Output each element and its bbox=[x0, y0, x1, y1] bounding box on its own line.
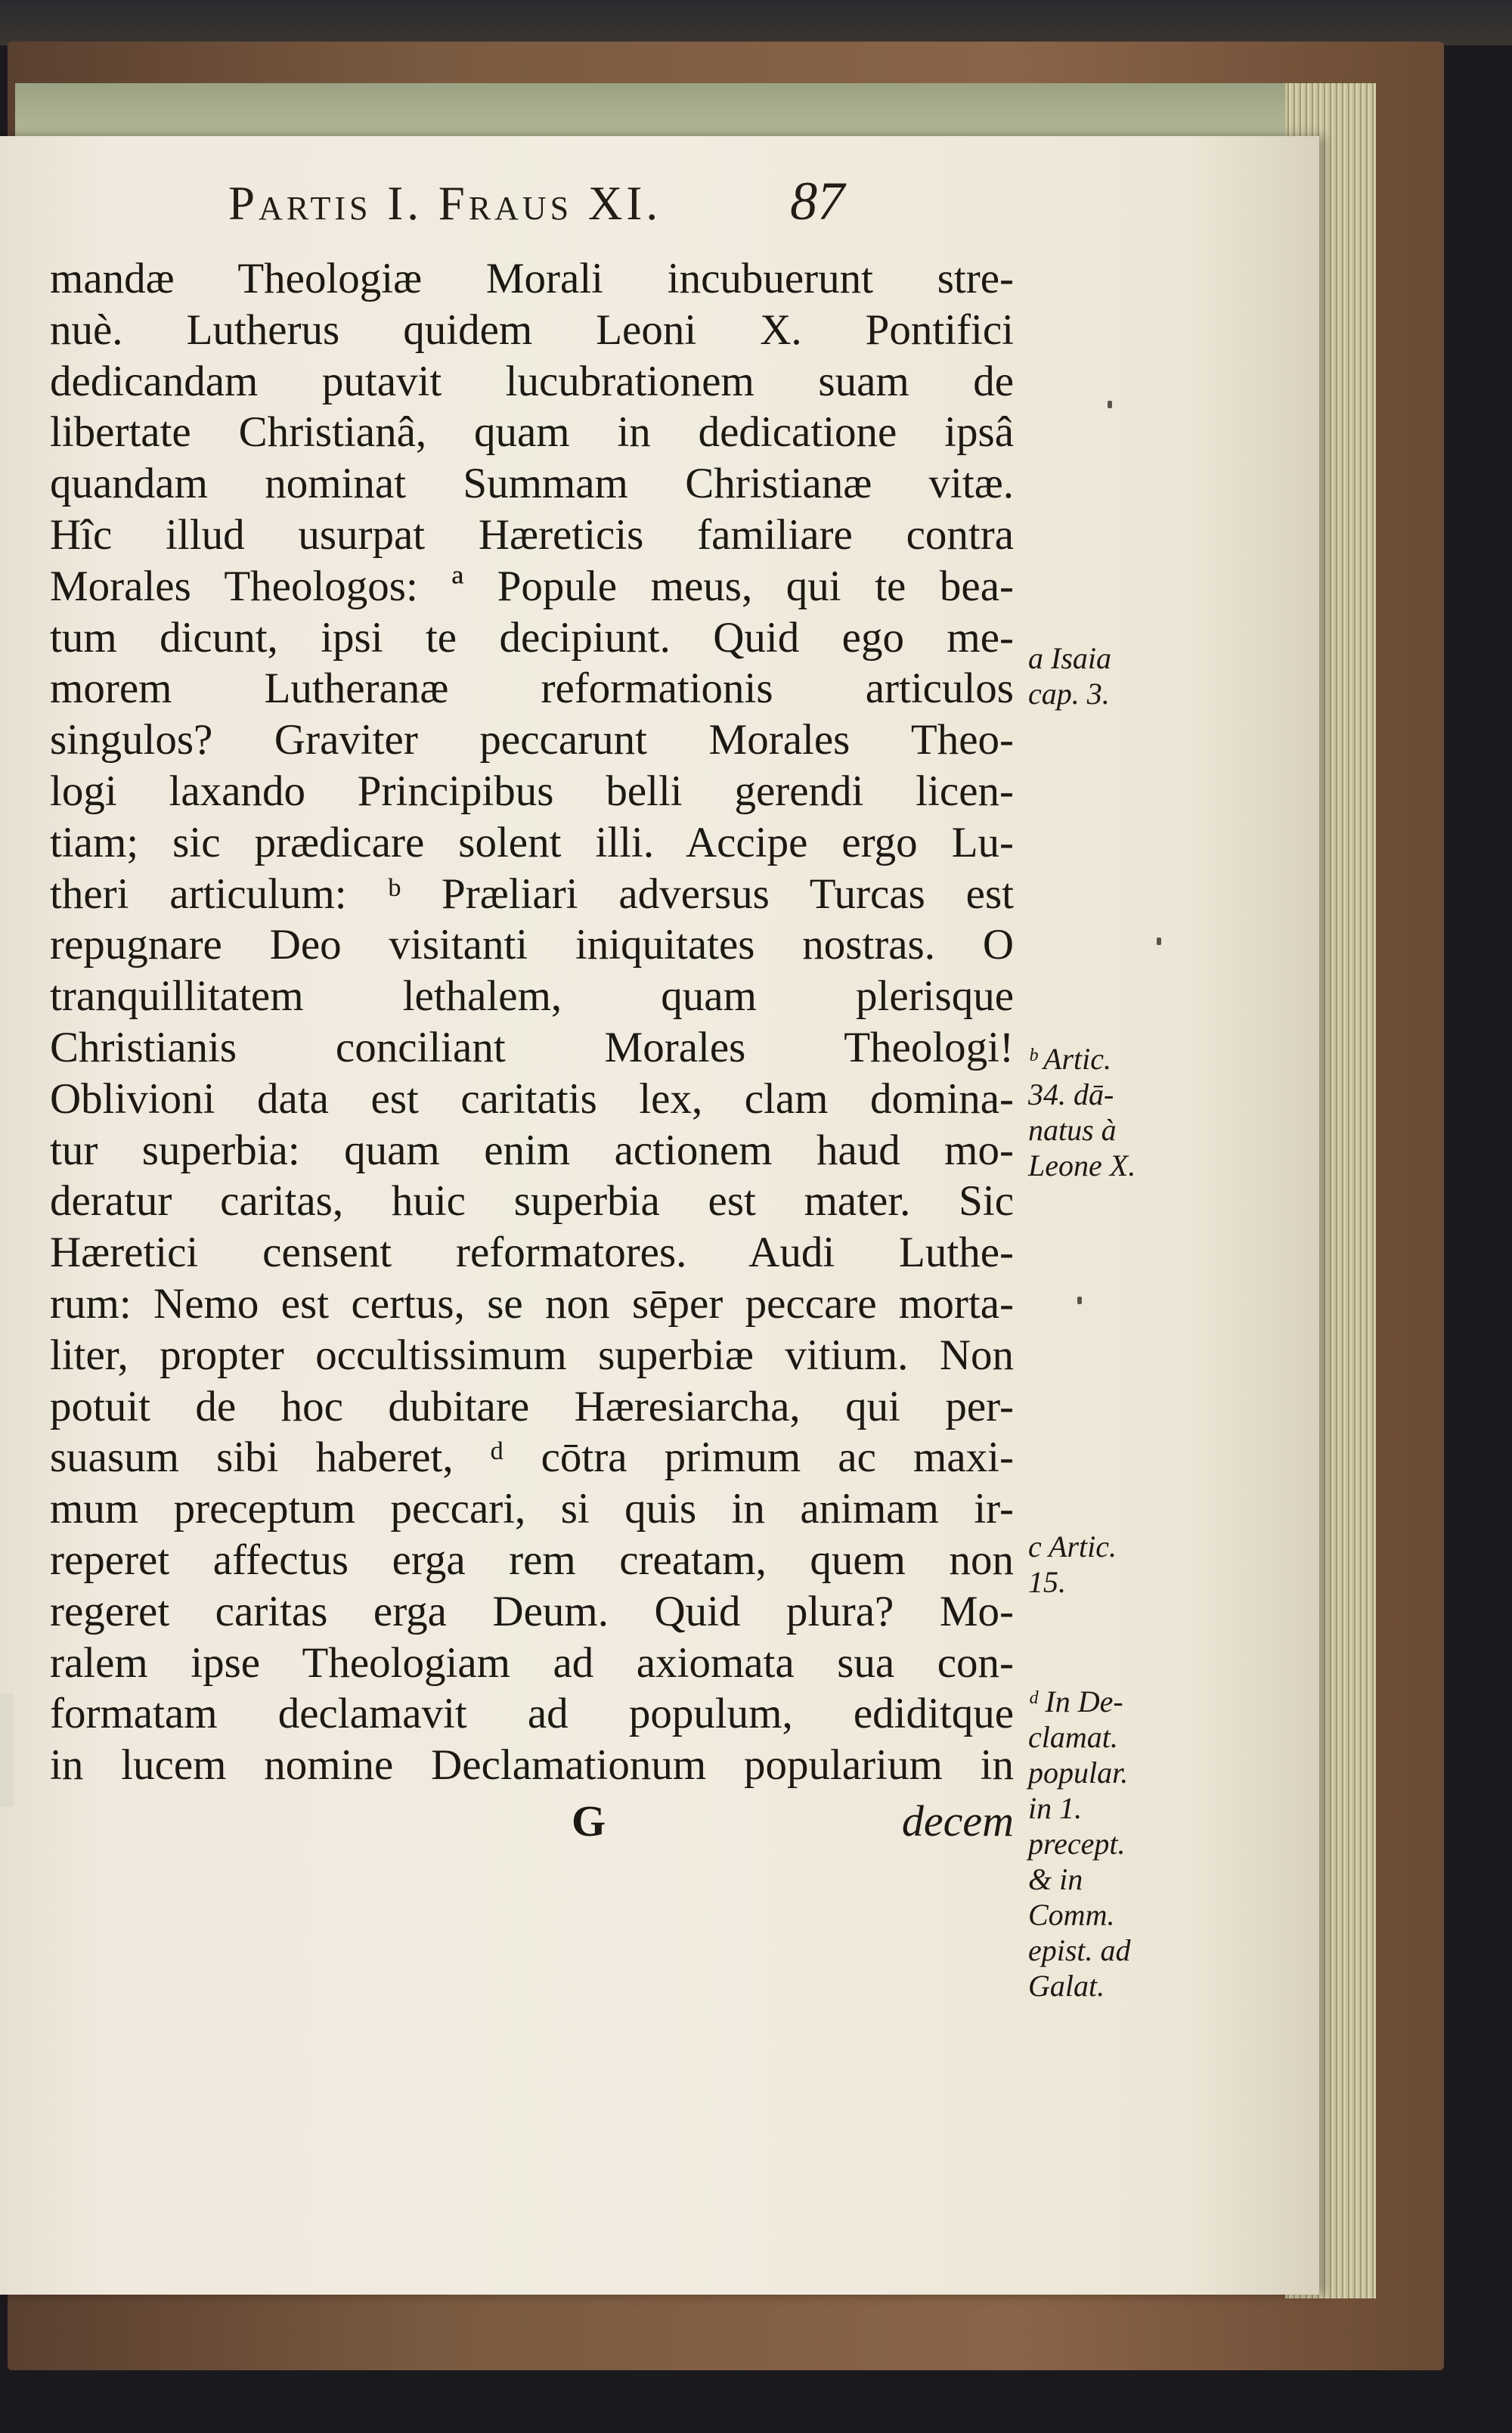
page-tab bbox=[0, 1694, 14, 1807]
text-line: deratur caritas, huic superbia est mater. Sic bbox=[50, 1177, 1014, 1226]
text-line: in lucem nomine Declamationum popularium in bbox=[50, 1741, 1014, 1790]
text-line: nuè. Lutherus quidem Leoni X. Pontifici bbox=[50, 305, 1014, 354]
catchword: decem bbox=[901, 1796, 1014, 1846]
marginal-note-a bbox=[1028, 640, 1179, 711]
text-line: theri articulum: ᵇ Præliari adversus Turcas est bbox=[50, 869, 1014, 918]
text-line: quandam nominat Summam Christianæ vitæ. bbox=[50, 460, 1014, 508]
marginal-note-b bbox=[1028, 1041, 1179, 1183]
note-line: c Artic. bbox=[1028, 1530, 1117, 1564]
text-line: repugnare Deo visitanti iniquitates nostras. O bbox=[50, 921, 1014, 969]
text-line: mandæ Theologiæ Morali incubuerunt stre- bbox=[50, 255, 1014, 302]
background-top bbox=[0, 0, 1512, 45]
page-edges-top bbox=[15, 83, 1346, 144]
page-header bbox=[50, 170, 1014, 253]
note-line: Comm. bbox=[1028, 1898, 1115, 1932]
main-text-block bbox=[50, 170, 1014, 1852]
text-line: libertate Christianâ, quam in dedicatione ipsâ bbox=[50, 408, 1014, 457]
note-line: a Isaia bbox=[1028, 641, 1111, 675]
text-line: reperet affectus erga rem creatam, quem non bbox=[50, 1536, 1014, 1584]
text-line: suasum sibi haberet, ᵈ cōtra primum ac maxi- bbox=[50, 1433, 1014, 1482]
running-head: Partis I. Fraus XI. bbox=[228, 177, 662, 230]
text-line: morem Lutheranæ reformationis articulos bbox=[50, 665, 1014, 713]
page-number: 87 bbox=[790, 171, 845, 231]
note-line: & in bbox=[1028, 1862, 1083, 1896]
note-line: cap. 3. bbox=[1028, 677, 1110, 711]
text-line: potuit de hoc dubitare Hæresiarcha, qui per- bbox=[50, 1382, 1014, 1430]
text-line: Hæretici censent reformatores. Audi Luthe- bbox=[50, 1229, 1014, 1277]
note-line: natus à bbox=[1028, 1113, 1117, 1147]
note-line: popular. bbox=[1028, 1756, 1129, 1790]
text-line: Christianis conciliant Morales Theologi! bbox=[50, 1023, 1014, 1071]
note-line: ᵈ In De- bbox=[1028, 1685, 1123, 1719]
note-line: Galat. bbox=[1028, 1969, 1105, 2003]
text-line: dedicandam putavit lucubrationem suam de bbox=[50, 357, 1014, 405]
note-line: precept. bbox=[1028, 1827, 1126, 1861]
note-line: Leone X. bbox=[1028, 1148, 1136, 1182]
note-line: ᵇ Artic. bbox=[1028, 1042, 1112, 1076]
text-line: formatam declamavit ad populum, ediditque bbox=[50, 1690, 1014, 1738]
text-line: rum: Nemo est certus, se non sēper peccare morta- bbox=[50, 1279, 1014, 1328]
text-line: regeret caritas erga Deum. Quid plura? Mo- bbox=[50, 1587, 1014, 1635]
note-line: 34. dā- bbox=[1028, 1077, 1114, 1111]
text-line: tiam; sic prædicare solent illi. Accipe ergo Lu- bbox=[50, 818, 1014, 866]
note-line: in 1. bbox=[1028, 1791, 1083, 1825]
body-text bbox=[50, 253, 1014, 1791]
text-line: mum preceptum peccari, si quis in animam ir- bbox=[50, 1485, 1014, 1533]
text-line: Morales Theologos: ª Popule meus, qui te bea- bbox=[50, 562, 1014, 610]
marginal-note-d bbox=[1028, 1684, 1179, 2004]
note-line: 15. bbox=[1028, 1565, 1066, 1599]
page-footer bbox=[50, 1791, 1014, 1852]
text-line: Oblivioni data est caritatis lex, clam domina- bbox=[50, 1074, 1014, 1123]
text-line: tum dicunt, ipsi te decipiunt. Quid ego me- bbox=[50, 613, 1014, 662]
text-line: singulos? Graviter peccarunt Morales Theo- bbox=[50, 716, 1014, 764]
text-line: logi laxando Principibus belli gerendi licen- bbox=[50, 767, 1014, 815]
signature-mark: G bbox=[572, 1796, 606, 1846]
text-line: liter, propter occultissimum superbiæ vitium. Non bbox=[50, 1331, 1014, 1379]
note-line: clamat. bbox=[1028, 1720, 1118, 1754]
text-line: tur superbia: quam enim actionem haud mo- bbox=[50, 1126, 1014, 1174]
text-line: Hîc illud usurpat Hæreticis familiare contra bbox=[50, 510, 1014, 559]
note-line: epist. ad bbox=[1028, 1933, 1131, 1967]
marginal-note-c bbox=[1028, 1529, 1179, 1600]
text-line: tranquillitatem lethalem, quam plerisque bbox=[50, 972, 1014, 1021]
text-line: ralem ipse Theologiam ad axiomata sua con- bbox=[50, 1638, 1014, 1687]
